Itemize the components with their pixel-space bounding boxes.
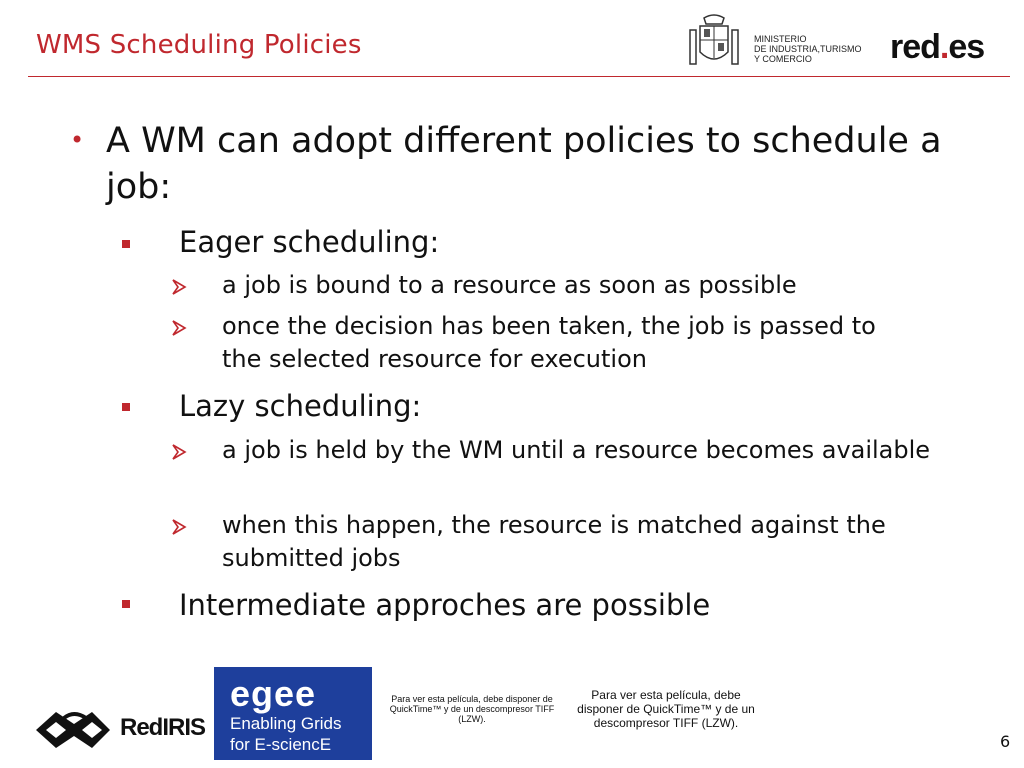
arrow-bullet-icon — [170, 319, 192, 337]
square-bullet-icon — [122, 240, 130, 248]
page-number: 6 — [1000, 732, 1011, 751]
main-point: A WM can adopt different policies to schedule a job: — [106, 121, 942, 207]
section-heading-intermediate: Intermediate approches are possible — [179, 588, 711, 622]
slide-title: WMS Scheduling Policies — [36, 30, 362, 60]
section-point: once the decision has been taken, the job is passed to the selected resource for execution — [222, 312, 876, 373]
section-point: a job is bound to a resource as soon as possible — [222, 271, 797, 299]
title-divider — [28, 76, 1010, 77]
spain-coat-of-arms-icon — [688, 12, 740, 70]
section-heading-lazy: Lazy scheduling: — [179, 389, 422, 423]
quicktime-placeholder-small: Para ver esta película, debe disponer de QuickTime™ y de un descompresor TIFF (LZW). — [389, 694, 555, 724]
egee-logo-name: egee — [230, 673, 317, 714]
arrow-bullet-icon — [170, 443, 192, 461]
rediris-logo-text: RedIRIS — [120, 714, 206, 741]
egee-logo — [214, 667, 372, 760]
arrow-bullet-icon — [170, 518, 192, 536]
section-point: a job is held by the WM until a resource becomes available — [222, 436, 931, 464]
section-heading-eager: Eager scheduling: — [179, 225, 440, 259]
redes-logo: red.es — [890, 28, 985, 66]
square-bullet-icon — [122, 600, 130, 608]
bullet-icon: • — [70, 126, 85, 154]
egee-logo-tagline: Enabling Grids for E-sciencE — [230, 714, 342, 754]
arrow-bullet-icon — [170, 278, 192, 296]
quicktime-placeholder-large: Para ver esta película, debe disponer de QuickTime™ y de un descompresor TIFF (LZW). — [577, 688, 755, 730]
square-bullet-icon — [122, 403, 130, 411]
section-point: when this happen, the resource is matched against the submitted jobs — [222, 511, 886, 572]
ministry-label: MINISTERIO DE INDUSTRIA,TURISMO Y COMERCIO — [754, 34, 862, 64]
